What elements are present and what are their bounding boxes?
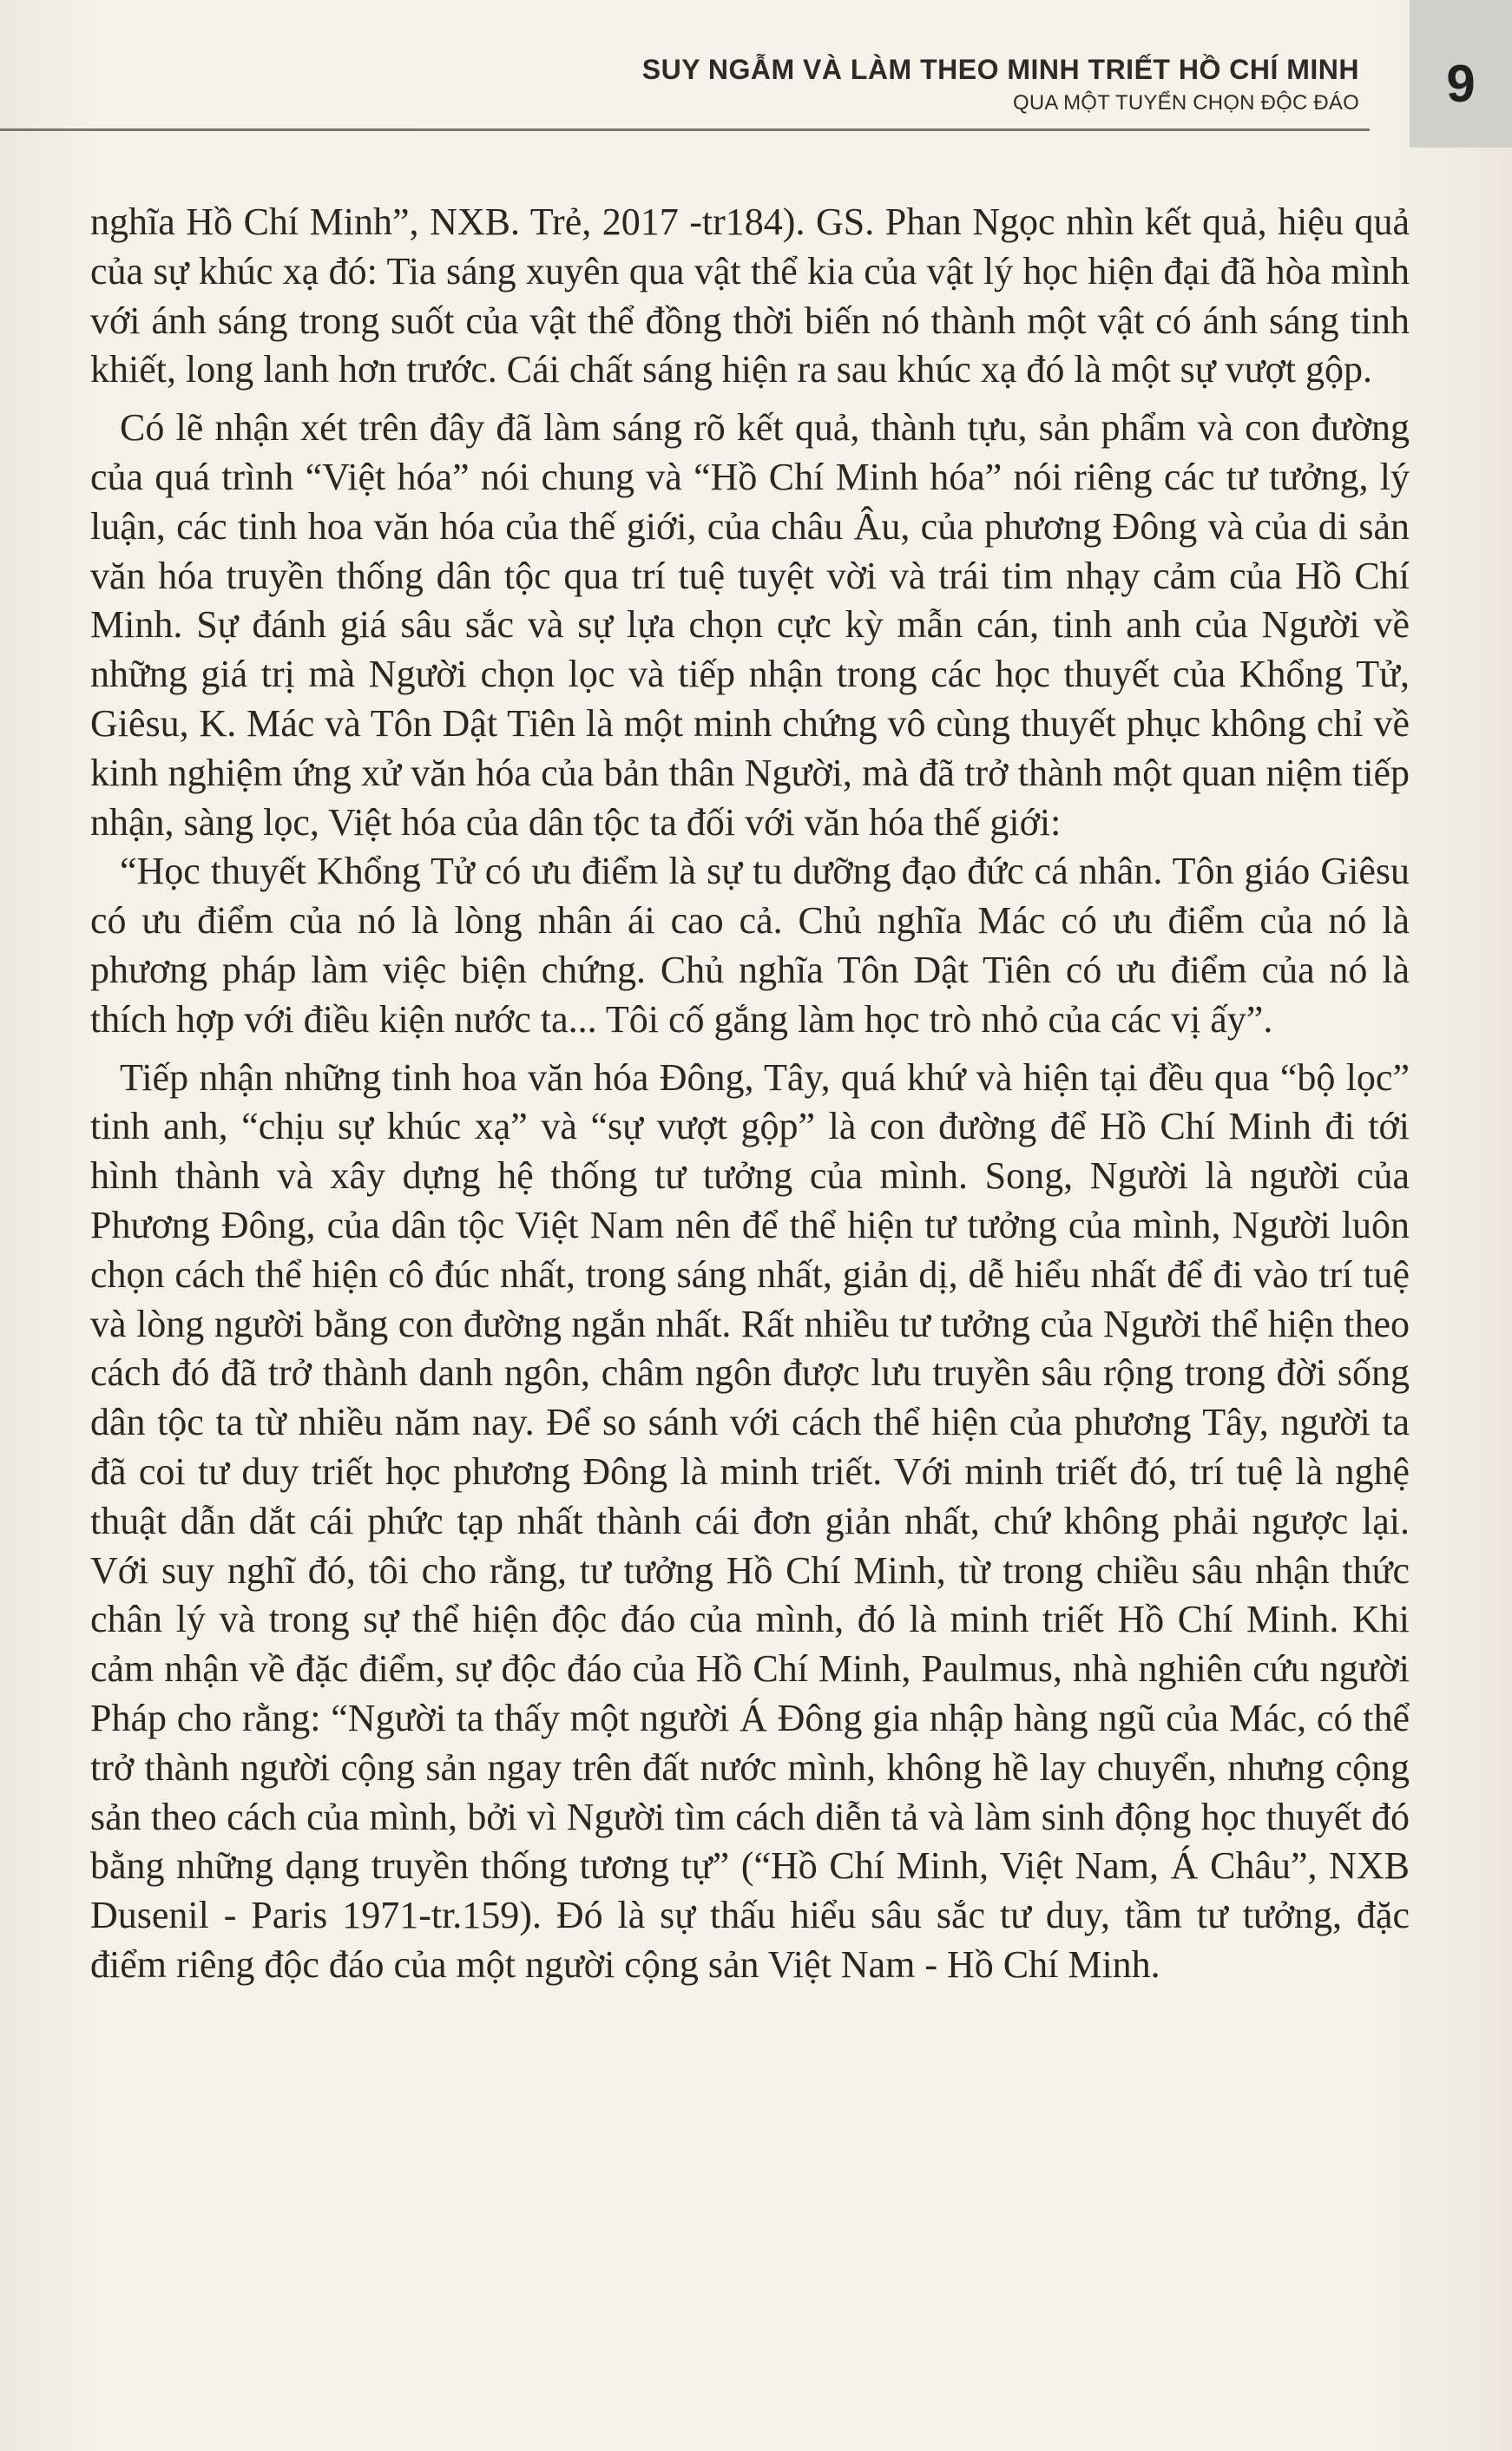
page-number-tab [1410, 0, 1512, 148]
quote-paragraph: “Học thuyết Khổng Tử có ưu điểm là sự tu dưỡng đạo đức cá nhân. Tôn giáo Giêsu có ưu điểm của nó là lòng nhân ái cao cả. Chủ nghĩa Mác có ưu điểm của nó là phương pháp làm việc biện chứng. Chủ nghĩa Tôn Dật Tiên có ưu điểm của nó là thích hợp với điều kiện nước ta... Tôi cố gắng làm học trò nhỏ của các vị ấy”. [90, 850, 1410, 1041]
header-divider [0, 128, 1370, 131]
paragraph-1: nghĩa Hồ Chí Minh”, NXB. Trẻ, 2017 -tr184). GS. Phan Ngọc nhìn kết quả, hiệu quả của sự khúc xạ đó: Tia sáng xuyên qua vật thể kia của vật lý học hiện đại đã hòa mình với ánh sáng trong suốt của vật thể đồng thời biến nó thành một vật có ánh sáng tinh khiết, long lanh hơn trước. Cái chất sáng hiện ra sau khúc xạ đó là một sự vượt gộp. [90, 200, 1410, 391]
header-subtitle: QUA MỘT TUYỂN CHỌN ĐỘC ĐÁO [1012, 91, 1359, 115]
paragraph-2: Có lẽ nhận xét trên đây đã làm sáng rõ kết quả, thành tựu, sản phẩm và con đường của quá trình “Việt hóa” nói chung và “Hồ Chí Minh hóa” nói riêng các tư tưởng, lý luận, các tinh hoa văn hóa của thế giới, của châu Âu, của phương Đông và của di sản văn hóa truyền thống dân tộc qua trí tuệ tuyệt vời và trái tim nhạy cảm của Hồ Chí Minh. Sự đánh giá sâu sắc và sự lựa chọn cực kỳ mẫn cán, tinh anh của Người về những giá trị mà Người chọn lọc và tiếp nhận trong các học thuyết của Khổng Tử, Giêsu, K. Mác và Tôn Dật Tiên là một minh chứng vô cùng thuyết phục không chỉ về kinh nghiệm ứng xử văn hóa của bản thân Người, mà đã trở thành một quan niệm tiếp nhận, sàng lọc, Việt hóa của dân tộc ta đối với văn hóa thế giới: [90, 406, 1410, 844]
body-text [90, 198, 1410, 1990]
header-title: SUY NGẪM VÀ LÀM THEO MINH TRIẾT HỒ CHÍ MINH [641, 54, 1359, 85]
running-header [642, 52, 1359, 116]
page-number: 9 [1446, 55, 1476, 113]
paragraph-4: Tiếp nhận những tinh hoa văn hóa Đông, Tây, quá khứ và hiện tại đều qua “bộ lọc” tinh anh, “chịu sự khúc xạ” và “sự vượt gộp” là con đường để Hồ Chí Minh đi tới hình thành và xây dựng hệ thống tư tưởng của mình. Song, Người là người của Phương Đông, của dân tộc Việt Nam nên để thể hiện tư tưởng của mình, Người luôn chọn cách thể hiện cô đúc nhất, trong sáng nhất, giản dị, dễ hiểu nhất để đi vào trí tuệ và lòng người bằng con đường ngắn nhất. Rất nhiều tư tưởng của Người thể hiện theo cách đó đã trở thành danh ngôn, châm ngôn được lưu truyền sâu rộng trong đời sống dân tộc ta từ nhiều năm nay. Để so sánh với cách thể hiện của phương Tây, người ta đã coi tư duy triết học phương Đông là minh triết. Với minh triết đó, trí tuệ là nghệ thuật dẫn dắt cái phức tạp nhất thành cái đơn giản nhất, chứ không phải ngược lại. Với suy nghĩ đó, tôi cho rằng, tư tưởng Hồ Chí Minh, từ trong chiều sâu nhận thức chân lý và trong sự thể hiện độc đáo của mình, đó là minh triết Hồ Chí Minh. Khi cảm nhận về đặc điểm, sự độc đáo của Hồ Chí Minh, Paulmus, nhà nghiên cứu người Pháp cho rằng: “Người ta thấy một người Á Đông gia nhập hàng ngũ của Mác, có thể trở thành người cộng sản ngay trên đất nước mình, không hề lay chuyển, nhưng cộng sản theo cách của mình, bởi vì Người tìm cách diễn tả và làm sinh động học thuyết đó bằng những dạng truyền thống tương tự” (“Hồ Chí Minh, Việt Nam, Á Châu”, NXB Dusenil - Paris 1971-tr.159). Đó là sự thấu hiểu sâu sắc tư duy, tầm tư tưởng, đặc điểm riêng độc đáo của một người cộng sản Việt Nam - Hồ Chí Minh. [90, 1055, 1410, 1986]
